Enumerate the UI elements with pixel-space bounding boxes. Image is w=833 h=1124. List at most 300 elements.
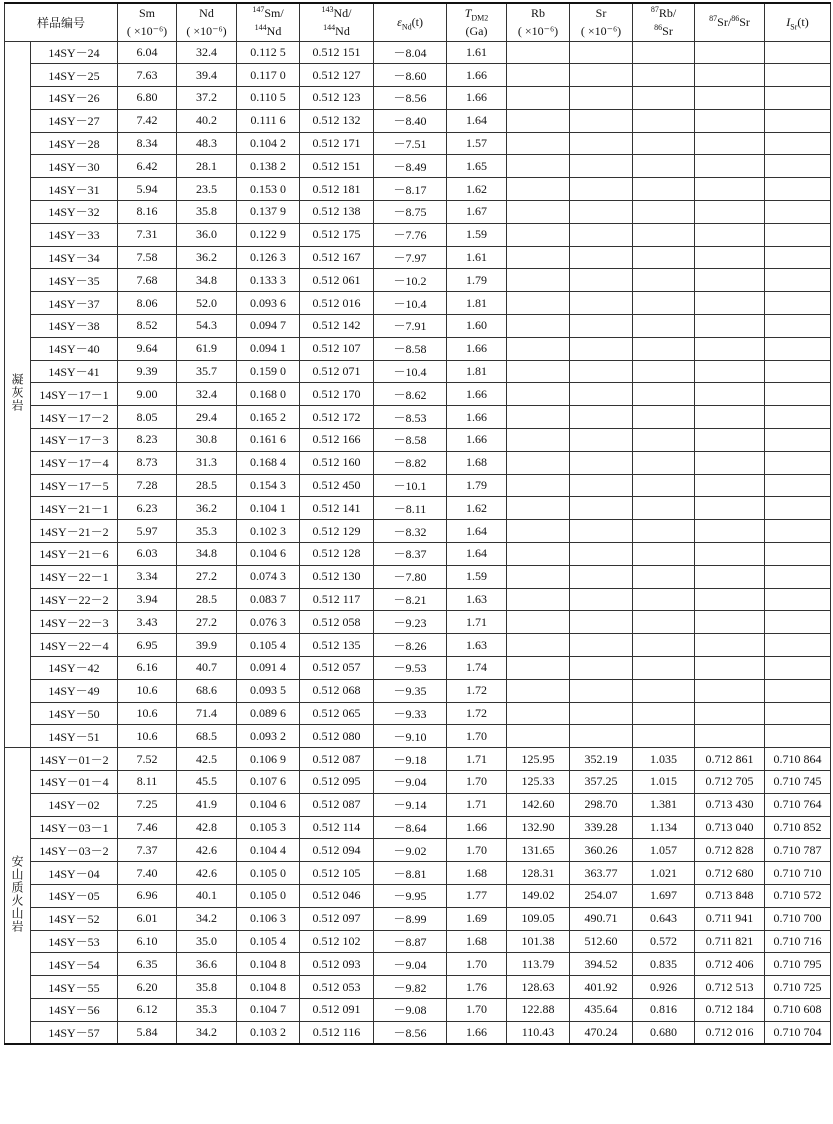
value-cell	[570, 201, 633, 224]
table-row	[5, 839, 831, 862]
table-row	[5, 725, 831, 748]
header-rb-unit: ( ×10⁻⁶)	[507, 22, 570, 41]
value-cell: －9.14	[374, 793, 447, 816]
value-cell: 125.95	[507, 748, 570, 771]
value-cell: 0.512 058	[300, 611, 374, 634]
value-cell	[695, 246, 765, 269]
value-cell: －8.32	[374, 520, 447, 543]
value-cell	[695, 497, 765, 520]
value-cell: －7.51	[374, 132, 447, 155]
value-cell: 0.572	[633, 930, 695, 953]
value-cell: －9.53	[374, 657, 447, 680]
value-cell: 0.512 127	[300, 64, 374, 87]
value-cell: 0.111 6	[237, 109, 300, 132]
sample-id-cell: 14SY－35	[31, 269, 118, 292]
value-cell: 0.074 3	[237, 565, 300, 588]
sample-id-cell: 14SY－38	[31, 315, 118, 338]
value-cell: 36.0	[177, 223, 237, 246]
value-cell	[765, 725, 831, 748]
value-cell: 34.2	[177, 907, 237, 930]
value-cell	[633, 543, 695, 566]
value-cell: 1.66	[447, 429, 507, 452]
value-cell	[765, 201, 831, 224]
value-cell: －8.58	[374, 337, 447, 360]
value-cell: 0.153 0	[237, 178, 300, 201]
value-cell	[695, 315, 765, 338]
sample-id-cell: 14SY－34	[31, 246, 118, 269]
value-cell	[507, 155, 570, 178]
value-cell	[765, 543, 831, 566]
value-cell: 10.6	[118, 702, 177, 725]
value-cell: 1.71	[447, 748, 507, 771]
table-row	[5, 429, 831, 452]
value-cell: 1.68	[447, 451, 507, 474]
value-cell: 0.816	[633, 998, 695, 1021]
sample-id-cell: 14SY－21－6	[31, 543, 118, 566]
value-cell	[633, 588, 695, 611]
value-cell: 7.58	[118, 246, 177, 269]
sample-id-cell: 14SY－30	[31, 155, 118, 178]
value-cell	[633, 87, 695, 110]
value-cell	[765, 41, 831, 64]
value-cell: －9.23	[374, 611, 447, 634]
value-cell	[695, 292, 765, 315]
value-cell	[507, 337, 570, 360]
value-cell: 0.091 4	[237, 657, 300, 680]
value-cell	[507, 132, 570, 155]
value-cell: 1.64	[447, 109, 507, 132]
header-87rb-denominator: $^{86}$Sr	[633, 22, 695, 41]
value-cell	[695, 178, 765, 201]
value-cell: 0.107 6	[237, 771, 300, 794]
table-header	[5, 3, 831, 41]
table-row	[5, 520, 831, 543]
value-cell: 35.3	[177, 520, 237, 543]
value-cell	[695, 64, 765, 87]
value-cell: 0.712 184	[695, 998, 765, 1021]
value-cell: 7.40	[118, 862, 177, 885]
value-cell: 5.84	[118, 1021, 177, 1044]
value-cell: 0.094 1	[237, 337, 300, 360]
value-cell: 9.64	[118, 337, 177, 360]
value-cell	[507, 292, 570, 315]
value-cell: 1.61	[447, 246, 507, 269]
value-cell: 1.134	[633, 816, 695, 839]
value-cell: 0.133 3	[237, 269, 300, 292]
value-cell: 0.512 016	[300, 292, 374, 315]
value-cell: 7.63	[118, 64, 177, 87]
value-cell: 0.512 105	[300, 862, 374, 885]
value-cell: 0.512 170	[300, 383, 374, 406]
value-cell: 1.71	[447, 611, 507, 634]
table-row	[5, 816, 831, 839]
header-nd: Nd	[177, 3, 237, 22]
value-cell	[765, 109, 831, 132]
value-cell	[633, 406, 695, 429]
value-cell	[570, 64, 633, 87]
value-cell: 1.015	[633, 771, 695, 794]
value-cell	[695, 611, 765, 634]
value-cell	[765, 520, 831, 543]
value-cell	[507, 269, 570, 292]
value-cell: 0.680	[633, 1021, 695, 1044]
header-143nd: $^{143}$Nd/	[300, 3, 374, 22]
sample-id-cell: 14SY－22－3	[31, 611, 118, 634]
value-cell: 35.8	[177, 201, 237, 224]
value-cell: 42.5	[177, 748, 237, 771]
value-cell	[765, 64, 831, 87]
value-cell: 109.05	[507, 907, 570, 930]
table-row	[5, 588, 831, 611]
value-cell	[633, 474, 695, 497]
value-cell: 0.093 6	[237, 292, 300, 315]
table-row	[5, 976, 831, 999]
value-cell: 1.70	[447, 953, 507, 976]
rock-type-label-text: 安山质火山岩	[10, 854, 24, 933]
value-cell	[695, 87, 765, 110]
value-cell: 6.80	[118, 87, 177, 110]
value-cell: 1.79	[447, 474, 507, 497]
value-cell	[507, 611, 570, 634]
value-cell: 6.04	[118, 41, 177, 64]
value-cell: 1.64	[447, 543, 507, 566]
value-cell: 0.512 071	[300, 360, 374, 383]
value-cell: 0.168 0	[237, 383, 300, 406]
value-cell: 1.057	[633, 839, 695, 862]
header-tdm2-unit: (Ga)	[447, 22, 507, 41]
value-cell	[633, 41, 695, 64]
value-cell: 1.70	[447, 839, 507, 862]
value-cell: －9.95	[374, 884, 447, 907]
value-cell: 0.512 094	[300, 839, 374, 862]
rock-type-group-label	[5, 748, 31, 1044]
value-cell: 7.46	[118, 816, 177, 839]
value-cell: －9.04	[374, 771, 447, 794]
value-cell: 0.512 181	[300, 178, 374, 201]
value-cell: 0.512 151	[300, 155, 374, 178]
value-cell: 6.23	[118, 497, 177, 520]
value-cell	[765, 87, 831, 110]
value-cell	[633, 679, 695, 702]
value-cell: 10.6	[118, 679, 177, 702]
value-cell: 45.5	[177, 771, 237, 794]
value-cell	[570, 246, 633, 269]
value-cell: 1.66	[447, 383, 507, 406]
value-cell	[507, 497, 570, 520]
value-cell: 490.71	[570, 907, 633, 930]
value-cell: 6.42	[118, 155, 177, 178]
value-cell: 1.62	[447, 497, 507, 520]
value-cell: 9.00	[118, 383, 177, 406]
value-cell	[633, 337, 695, 360]
value-cell	[633, 132, 695, 155]
header-nd-unit: ( ×10⁻⁶)	[177, 22, 237, 41]
value-cell: 0.712 016	[695, 1021, 765, 1044]
value-cell	[570, 178, 633, 201]
sample-id-cell: 14SY－01－2	[31, 748, 118, 771]
value-cell	[507, 41, 570, 64]
table-row	[5, 132, 831, 155]
value-cell: 1.68	[447, 930, 507, 953]
value-cell: 1.67	[447, 201, 507, 224]
value-cell: 0.104 6	[237, 543, 300, 566]
value-cell: 352.19	[570, 748, 633, 771]
value-cell: 0.926	[633, 976, 695, 999]
value-cell: 0.512 129	[300, 520, 374, 543]
value-cell: 1.697	[633, 884, 695, 907]
value-cell	[695, 269, 765, 292]
header-sample-id: 样品编号	[5, 3, 118, 41]
value-cell: －8.64	[374, 816, 447, 839]
value-cell: 0.711 941	[695, 907, 765, 930]
value-cell: 0.093 2	[237, 725, 300, 748]
value-cell	[765, 497, 831, 520]
value-cell: 6.12	[118, 998, 177, 1021]
value-cell: 0.710 704	[765, 1021, 831, 1044]
value-cell: 6.20	[118, 976, 177, 999]
value-cell: 36.6	[177, 953, 237, 976]
value-cell: －8.62	[374, 383, 447, 406]
value-cell: 0.076 3	[237, 611, 300, 634]
value-cell	[695, 451, 765, 474]
value-cell	[570, 87, 633, 110]
value-cell: 0.512 175	[300, 223, 374, 246]
value-cell	[570, 223, 633, 246]
value-cell	[633, 246, 695, 269]
value-cell: 32.4	[177, 383, 237, 406]
value-cell	[695, 565, 765, 588]
value-cell	[765, 269, 831, 292]
value-cell: 8.73	[118, 451, 177, 474]
value-cell: 0.512 141	[300, 497, 374, 520]
value-cell: 42.6	[177, 862, 237, 885]
value-cell: 23.5	[177, 178, 237, 201]
value-cell	[765, 611, 831, 634]
value-cell: 0.138 2	[237, 155, 300, 178]
value-cell: 0.105 0	[237, 884, 300, 907]
value-cell: 36.2	[177, 497, 237, 520]
value-cell	[765, 246, 831, 269]
header-87sr-86sr: $^{87}$Sr/$^{86}$Sr	[695, 3, 765, 41]
table-row	[5, 383, 831, 406]
value-cell: －8.87	[374, 930, 447, 953]
value-cell	[507, 383, 570, 406]
value-cell: 149.02	[507, 884, 570, 907]
value-cell	[507, 246, 570, 269]
value-cell	[633, 520, 695, 543]
value-cell: 1.66	[447, 1021, 507, 1044]
rock-type-group-label	[5, 41, 31, 748]
table-row	[5, 702, 831, 725]
value-cell	[507, 429, 570, 452]
value-cell: －8.21	[374, 588, 447, 611]
value-cell: 68.5	[177, 725, 237, 748]
value-cell	[570, 337, 633, 360]
value-cell: －8.56	[374, 1021, 447, 1044]
value-cell	[633, 565, 695, 588]
value-cell	[633, 178, 695, 201]
value-cell: 0.512 114	[300, 816, 374, 839]
value-cell: 1.66	[447, 406, 507, 429]
value-cell: 0.512 142	[300, 315, 374, 338]
table-row	[5, 406, 831, 429]
value-cell: 0.712 828	[695, 839, 765, 862]
value-cell: 1.60	[447, 315, 507, 338]
value-cell: －7.80	[374, 565, 447, 588]
value-cell: －8.60	[374, 64, 447, 87]
value-cell: 0.106 3	[237, 907, 300, 930]
sample-id-cell: 14SY－54	[31, 953, 118, 976]
value-cell: 41.9	[177, 793, 237, 816]
value-cell: 0.110 5	[237, 87, 300, 110]
value-cell	[695, 109, 765, 132]
value-cell: 7.52	[118, 748, 177, 771]
value-cell: 1.70	[447, 725, 507, 748]
sm-nd-rb-sr-isotope-table	[4, 2, 831, 1045]
table-row	[5, 155, 831, 178]
value-cell: 0.512 166	[300, 429, 374, 452]
value-cell: 128.31	[507, 862, 570, 885]
value-cell: 6.35	[118, 953, 177, 976]
value-cell: 1.71	[447, 793, 507, 816]
value-cell: 28.5	[177, 588, 237, 611]
value-cell: －10.1	[374, 474, 447, 497]
value-cell: 0.104 4	[237, 839, 300, 862]
value-cell: 0.512 167	[300, 246, 374, 269]
value-cell: 132.90	[507, 816, 570, 839]
value-cell: 1.021	[633, 862, 695, 885]
value-cell	[695, 337, 765, 360]
value-cell	[695, 634, 765, 657]
value-cell: 71.4	[177, 702, 237, 725]
table-row	[5, 565, 831, 588]
header-143nd-denominator: $^{144}$Nd	[300, 22, 374, 41]
value-cell: 0.512 172	[300, 406, 374, 429]
value-cell: 8.05	[118, 406, 177, 429]
sample-id-cell: 14SY－28	[31, 132, 118, 155]
sample-id-cell: 14SY－31	[31, 178, 118, 201]
value-cell: 1.81	[447, 292, 507, 315]
value-cell: 0.117 0	[237, 64, 300, 87]
table-body	[5, 41, 831, 1044]
table-row	[5, 907, 831, 930]
value-cell: 0.094 7	[237, 315, 300, 338]
value-cell: 394.52	[570, 953, 633, 976]
value-cell	[570, 451, 633, 474]
value-cell: 0.112 5	[237, 41, 300, 64]
header-isr: $I_{Sr}(t)$	[765, 3, 831, 41]
value-cell	[507, 178, 570, 201]
value-cell: －8.17	[374, 178, 447, 201]
value-cell: 0.512 091	[300, 998, 374, 1021]
value-cell: 40.2	[177, 109, 237, 132]
value-cell: 0.710 745	[765, 771, 831, 794]
table-row	[5, 862, 831, 885]
value-cell	[695, 679, 765, 702]
sample-id-cell: 14SY－17－4	[31, 451, 118, 474]
value-cell: 0.512 132	[300, 109, 374, 132]
value-cell: 9.39	[118, 360, 177, 383]
value-cell: 0.159 0	[237, 360, 300, 383]
value-cell	[695, 520, 765, 543]
value-cell	[570, 565, 633, 588]
value-cell: 0.835	[633, 953, 695, 976]
value-cell: 0.713 040	[695, 816, 765, 839]
value-cell: 0.711 821	[695, 930, 765, 953]
value-cell	[507, 474, 570, 497]
table-row	[5, 884, 831, 907]
value-cell	[633, 657, 695, 680]
table-row	[5, 474, 831, 497]
value-cell: 1.70	[447, 771, 507, 794]
value-cell: 7.28	[118, 474, 177, 497]
value-cell	[695, 725, 765, 748]
value-cell: 0.512 061	[300, 269, 374, 292]
sample-id-cell: 14SY－01－4	[31, 771, 118, 794]
sample-id-cell: 14SY－52	[31, 907, 118, 930]
sample-id-cell: 14SY－53	[31, 930, 118, 953]
header-147sm: $^{147}$Sm/	[237, 3, 300, 22]
value-cell	[507, 543, 570, 566]
value-cell: 35.0	[177, 930, 237, 953]
value-cell: 0.710 608	[765, 998, 831, 1021]
value-cell: 42.8	[177, 816, 237, 839]
value-cell: －7.97	[374, 246, 447, 269]
sample-id-cell: 14SY－05	[31, 884, 118, 907]
value-cell: －9.04	[374, 953, 447, 976]
value-cell: 0.161 6	[237, 429, 300, 452]
value-cell: 131.65	[507, 839, 570, 862]
value-cell: 0.104 6	[237, 793, 300, 816]
sample-id-cell: 14SY－51	[31, 725, 118, 748]
value-cell	[507, 725, 570, 748]
value-cell: 0.105 0	[237, 862, 300, 885]
sample-id-cell: 14SY－57	[31, 1021, 118, 1044]
value-cell	[695, 360, 765, 383]
table-row	[5, 793, 831, 816]
table-row	[5, 748, 831, 771]
value-cell	[570, 588, 633, 611]
value-cell: 0.512 065	[300, 702, 374, 725]
value-cell	[507, 315, 570, 338]
value-cell: 40.1	[177, 884, 237, 907]
value-cell: －7.76	[374, 223, 447, 246]
value-cell	[633, 269, 695, 292]
value-cell: 1.61	[447, 41, 507, 64]
value-cell	[633, 497, 695, 520]
value-cell: 101.38	[507, 930, 570, 953]
value-cell: 0.105 3	[237, 816, 300, 839]
value-cell: －8.26	[374, 634, 447, 657]
value-cell: 0.512 057	[300, 657, 374, 680]
value-cell: －8.82	[374, 451, 447, 474]
value-cell: 7.25	[118, 793, 177, 816]
header-sm-unit: ( ×10⁻⁶)	[118, 22, 177, 41]
value-cell	[570, 657, 633, 680]
value-cell: －8.58	[374, 429, 447, 452]
value-cell: 5.94	[118, 178, 177, 201]
value-cell: 8.06	[118, 292, 177, 315]
header-sr: Sr	[570, 3, 633, 22]
value-cell: 0.710 725	[765, 976, 831, 999]
header-147sm-denominator: $^{144}$Nd	[237, 22, 300, 41]
value-cell: 52.0	[177, 292, 237, 315]
value-cell: 0.122 9	[237, 223, 300, 246]
value-cell	[765, 588, 831, 611]
value-cell	[633, 292, 695, 315]
value-cell: 0.104 8	[237, 953, 300, 976]
value-cell: 1.79	[447, 269, 507, 292]
